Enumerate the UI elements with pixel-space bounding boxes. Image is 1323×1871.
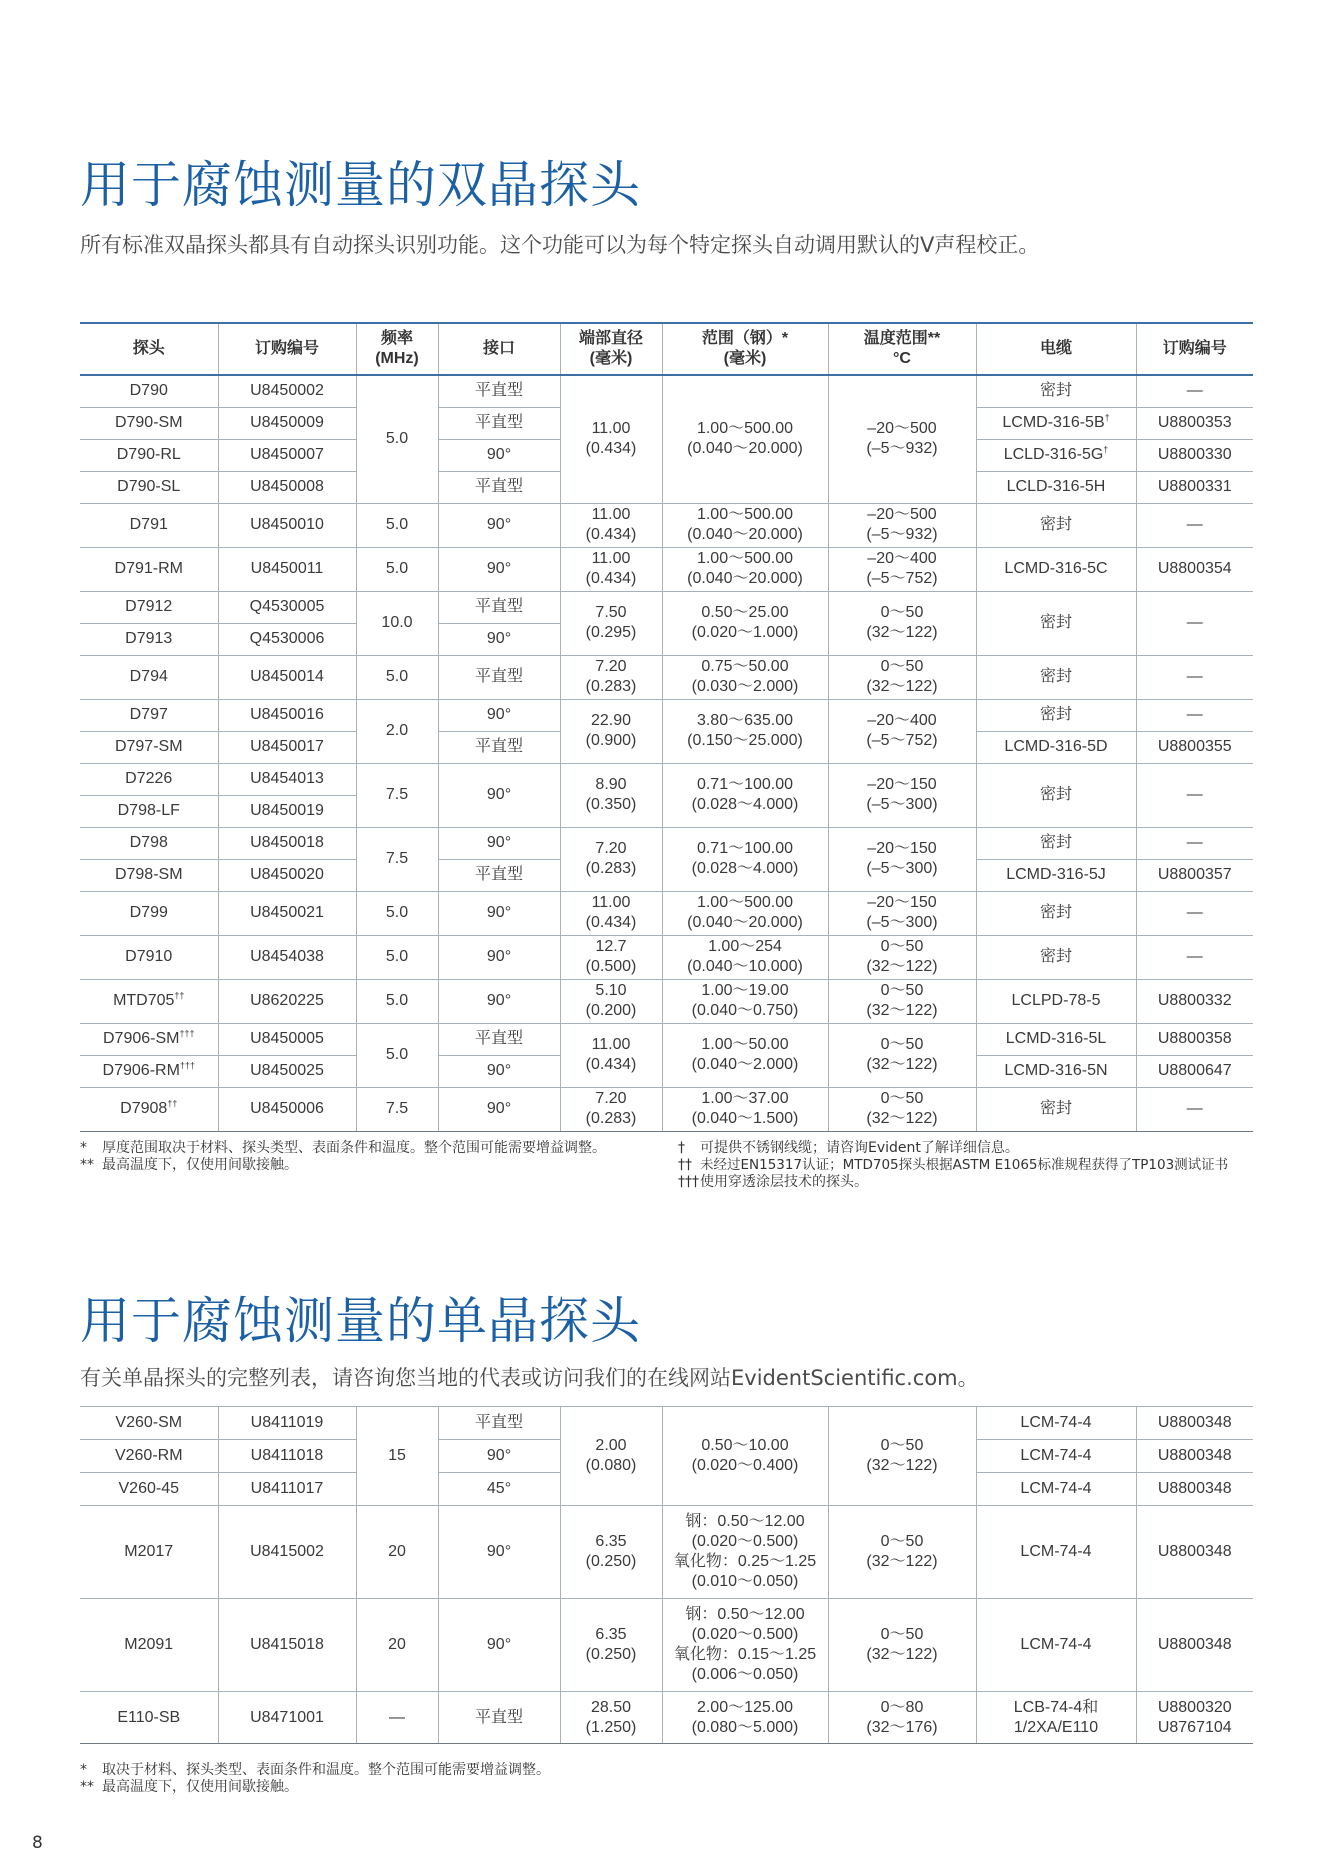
table-row (80, 375, 1253, 407)
cell-freq: 5.0 (356, 375, 438, 503)
cell-order: U8450010 (218, 503, 356, 547)
section2-lead: 有关单晶探头的完整列表，请咨询您当地的代表或访问我们的在线网站EvidentScientific.com。 (80, 1366, 979, 1390)
cell-temp: –20～500 (–5～932) (828, 503, 976, 547)
table-row (80, 1023, 1253, 1055)
cell-cable-order: — (1136, 591, 1253, 655)
cell-connector: 90° (438, 1506, 560, 1599)
table-row (80, 547, 1253, 591)
cell-cable-order: — (1136, 891, 1253, 935)
cell-connector: 平直型 (438, 731, 560, 763)
cell-freq: 5.0 (356, 1023, 438, 1087)
cell-cable: 密封 (976, 891, 1136, 935)
cell-temp: 0～50 (32～122) (828, 1023, 976, 1087)
cell-connector: 平直型 (438, 1407, 560, 1440)
cell-range: 2.00～125.00 (0.080～5.000) (662, 1692, 828, 1744)
single-probe-table (80, 1406, 1253, 1744)
cell-order: U8454013 (218, 763, 356, 795)
cell-cable-order: — (1136, 699, 1253, 731)
cell-connector: 平直型 (438, 471, 560, 503)
cell-cable-order: — (1136, 935, 1253, 979)
cell-order: U8450006 (218, 1087, 356, 1131)
header-temperature: 温度范围** °C (828, 323, 976, 375)
cell-cable-order: U8800331 (1136, 471, 1253, 503)
cell-cable-order: U8800354 (1136, 547, 1253, 591)
cell-cable: 密封 (976, 503, 1136, 547)
cell-probe: D798-SM (80, 859, 218, 891)
cell-freq: 2.0 (356, 699, 438, 763)
cell-cable-order: U8800332 (1136, 979, 1253, 1023)
cell-range: 钢：0.50～12.00 (0.020～0.500) 氧化物：0.15～1.25 (0.006～0.050) (662, 1599, 828, 1692)
cell-cable-order: U8800330 (1136, 439, 1253, 471)
cell-cable-order: U8800348 (1136, 1407, 1253, 1440)
cell-probe: E110-SB (80, 1692, 218, 1744)
table-row (80, 827, 1253, 859)
table-row (80, 1599, 1253, 1692)
cell-cable: LCM-74-4 (976, 1440, 1136, 1473)
cell-freq: 20 (356, 1599, 438, 1692)
cell-connector: 平直型 (438, 655, 560, 699)
cell-cable-order: — (1136, 655, 1253, 699)
cell-tip: 11.00 (0.434) (560, 375, 662, 503)
cell-probe: D797 (80, 699, 218, 731)
header-range: 范围（钢）* (毫米) (662, 323, 828, 375)
cell-cable-order: U8800355 (1136, 731, 1253, 763)
cell-probe: D7906-SM††† (80, 1023, 218, 1055)
footnote: ** 最高温度下，仅使用间歇接触。 (80, 1157, 298, 1173)
cell-probe: D798-LF (80, 795, 218, 827)
cell-range: 1.00～500.00 (0.040～20.000) (662, 375, 828, 503)
cell-order: U8450018 (218, 827, 356, 859)
footnote: † 可提供不锈钢线缆；请咨询Evident了解详细信息。 (678, 1140, 1019, 1156)
cell-freq: 15 (356, 1407, 438, 1506)
cell-cable: LCMD-316-5L (976, 1023, 1136, 1055)
table-row (80, 935, 1253, 979)
cell-connector: 90° (438, 439, 560, 471)
cell-connector: 90° (438, 935, 560, 979)
cell-probe: D790-SL (80, 471, 218, 503)
cell-range: 0.50～10.00 (0.020～0.400) (662, 1407, 828, 1506)
cell-tip: 7.20 (0.283) (560, 1087, 662, 1131)
cell-cable-order: U8800357 (1136, 859, 1253, 891)
cell-cable: 密封 (976, 1087, 1136, 1131)
cell-cable: LCMD-316-5J (976, 859, 1136, 891)
table-row (80, 1407, 1253, 1440)
header-connector: 接口 (438, 323, 560, 375)
cell-cable: 密封 (976, 699, 1136, 731)
cell-tip: 7.20 (0.283) (560, 655, 662, 699)
cell-freq: 10.0 (356, 591, 438, 655)
cell-connector: 90° (438, 623, 560, 655)
cell-order: Q4530005 (218, 591, 356, 623)
cell-order: Q4530006 (218, 623, 356, 655)
cell-connector: 平直型 (438, 859, 560, 891)
cell-cable-order: U8800348 (1136, 1440, 1253, 1473)
cell-connector: 平直型 (438, 1023, 560, 1055)
cell-tip: 5.10 (0.200) (560, 979, 662, 1023)
cell-cable: LCLPD-78-5 (976, 979, 1136, 1023)
cell-order: U8450005 (218, 1023, 356, 1055)
cell-order: U8450002 (218, 375, 356, 407)
footnote: * 取决于材料、探头类型、表面条件和温度。整个范围可能需要增益调整。 (80, 1762, 550, 1778)
cell-probe: D791-RM (80, 547, 218, 591)
cell-temp: 0～50 (32～122) (828, 935, 976, 979)
section1-footnotes-right (678, 1140, 1258, 1191)
cell-probe: V260-RM (80, 1440, 218, 1473)
header-probe: 探头 (80, 323, 218, 375)
cell-freq: 5.0 (356, 979, 438, 1023)
cell-connector: 90° (438, 1599, 560, 1692)
cell-probe: D794 (80, 655, 218, 699)
cell-probe: MTD705†† (80, 979, 218, 1023)
cell-range: 1.00～254 (0.040～10.000) (662, 935, 828, 979)
cell-tip: 7.50 (0.295) (560, 591, 662, 655)
cell-range: 1.00～37.00 (0.040～1.500) (662, 1087, 828, 1131)
cell-connector: 90° (438, 699, 560, 731)
cell-connector: 平直型 (438, 591, 560, 623)
header-order-no: 订购编号 (218, 323, 356, 375)
cell-range: 0.71～100.00 (0.028～4.000) (662, 827, 828, 891)
cell-probe: V260-45 (80, 1473, 218, 1506)
page-number: 8 (32, 1833, 43, 1853)
cell-connector: 90° (438, 979, 560, 1023)
section1-lead: 所有标准双晶探头都具有自动探头识别功能。这个功能可以为每个特定探头自动调用默认的V声程校正。 (80, 233, 1040, 257)
cell-probe: M2017 (80, 1506, 218, 1599)
cell-cable-order: U8800320 U8767104 (1136, 1692, 1253, 1744)
cell-order: U8450014 (218, 655, 356, 699)
cell-freq: 7.5 (356, 763, 438, 827)
cell-cable: LCMD-316-5C (976, 547, 1136, 591)
cell-range: 钢：0.50～12.00 (0.020～0.500) 氧化物：0.25～1.25 (0.010～0.050) (662, 1506, 828, 1599)
cell-cable-order: — (1136, 1087, 1253, 1131)
cell-tip: 11.00 (0.434) (560, 547, 662, 591)
table-row (80, 503, 1253, 547)
cell-connector: 90° (438, 827, 560, 859)
table-row (80, 1087, 1253, 1131)
cell-connector: 45° (438, 1473, 560, 1506)
cell-temp: –20～150 (–5～300) (828, 891, 976, 935)
cell-connector: 90° (438, 1087, 560, 1131)
cell-cable: LCB-74-4和 1/2XA/E110 (976, 1692, 1136, 1744)
cell-range: 0.71～100.00 (0.028～4.000) (662, 763, 828, 827)
cell-tip: 6.35 (0.250) (560, 1506, 662, 1599)
cell-order: U8450025 (218, 1055, 356, 1087)
cell-order: U8450007 (218, 439, 356, 471)
cell-order: U8450020 (218, 859, 356, 891)
table-header-row (80, 323, 1253, 375)
cell-cable: 密封 (976, 763, 1136, 827)
table-row (80, 699, 1253, 731)
footnote: ** 最高温度下，仅使用间歇接触。 (80, 1779, 298, 1795)
cell-tip: 11.00 (0.434) (560, 1023, 662, 1087)
table-row (80, 1692, 1253, 1744)
cell-order: U8450017 (218, 731, 356, 763)
cell-cable: LCM-74-4 (976, 1599, 1136, 1692)
cell-cable: 密封 (976, 655, 1136, 699)
cell-freq: 7.5 (356, 1087, 438, 1131)
cell-cable: LCLD-316-5H (976, 471, 1136, 503)
cell-cable-order: U8800348 (1136, 1599, 1253, 1692)
section1-footnotes-left (80, 1140, 670, 1174)
cell-probe: D7226 (80, 763, 218, 795)
cell-tip: 22.90 (0.900) (560, 699, 662, 763)
table-row (80, 979, 1253, 1023)
cell-cable: 密封 (976, 827, 1136, 859)
cell-connector: 90° (438, 1440, 560, 1473)
cell-order: U8620225 (218, 979, 356, 1023)
section2-footnotes (80, 1762, 780, 1796)
cell-tip: 7.20 (0.283) (560, 827, 662, 891)
cell-freq: 5.0 (356, 891, 438, 935)
cell-probe: D7913 (80, 623, 218, 655)
cell-tip: 12.7 (0.500) (560, 935, 662, 979)
cell-order: U8450008 (218, 471, 356, 503)
cell-probe: D7912 (80, 591, 218, 623)
cell-connector: 平直型 (438, 1692, 560, 1744)
cell-cable: 密封 (976, 375, 1136, 407)
header-tip-diameter: 端部直径 (毫米) (560, 323, 662, 375)
dual-probe-table (80, 322, 1253, 1132)
cell-tip: 11.00 (0.434) (560, 503, 662, 547)
section1-title: 用于腐蚀测量的双晶探头 (80, 156, 641, 214)
cell-cable-order: — (1136, 503, 1253, 547)
cell-probe: D7906-RM††† (80, 1055, 218, 1087)
cell-cable: 密封 (976, 935, 1136, 979)
cell-cable: LCM-74-4 (976, 1506, 1136, 1599)
cell-range: 1.00～50.00 (0.040～2.000) (662, 1023, 828, 1087)
cell-order: U8450016 (218, 699, 356, 731)
cell-probe: D7910 (80, 935, 218, 979)
cell-temp: –20～500 (–5～932) (828, 375, 976, 503)
cell-cable-order: U8800348 (1136, 1473, 1253, 1506)
cell-cable-order: — (1136, 375, 1253, 407)
cell-cable: LCMD-316-5B† (976, 407, 1136, 439)
cell-range: 1.00～500.00 (0.040～20.000) (662, 503, 828, 547)
cell-probe: D799 (80, 891, 218, 935)
cell-order: U8450011 (218, 547, 356, 591)
cell-cable-order: — (1136, 763, 1253, 827)
cell-cable: LCM-74-4 (976, 1407, 1136, 1440)
footnote: * 厚度范围取决于材料、探头类型、表面条件和温度。整个范围可能需要增益调整。 (80, 1140, 606, 1156)
section2-title: 用于腐蚀测量的单晶探头 (80, 1292, 641, 1350)
cell-temp: 0～80 (32～176) (828, 1692, 976, 1744)
cell-probe: D790-RL (80, 439, 218, 471)
cell-cable-order: U8800358 (1136, 1023, 1253, 1055)
footnote: †††使用穿透涂层技术的探头。 (678, 1174, 868, 1190)
cell-cable-order: U8800353 (1136, 407, 1253, 439)
cell-tip: 2.00 (0.080) (560, 1407, 662, 1506)
cell-freq: 5.0 (356, 655, 438, 699)
cell-temp: 0～50 (32～122) (828, 1599, 976, 1692)
cell-tip: 6.35 (0.250) (560, 1599, 662, 1692)
cell-order: U8454038 (218, 935, 356, 979)
cell-connector: 90° (438, 763, 560, 827)
cell-temp: 0～50 (32～122) (828, 979, 976, 1023)
cell-range: 0.50～25.00 (0.020～1.000) (662, 591, 828, 655)
cell-temp: –20～150 (–5～300) (828, 827, 976, 891)
cell-connector: 90° (438, 1055, 560, 1087)
cell-range: 1.00～19.00 (0.040～0.750) (662, 979, 828, 1023)
cell-temp: –20～400 (–5～752) (828, 547, 976, 591)
cell-probe: M2091 (80, 1599, 218, 1692)
cell-order: U8450009 (218, 407, 356, 439)
cell-connector: 平直型 (438, 375, 560, 407)
table-row (80, 763, 1253, 795)
cell-probe: D798 (80, 827, 218, 859)
cell-probe: D790-SM (80, 407, 218, 439)
cell-temp: 0～50 (32～122) (828, 1407, 976, 1506)
cell-probe: V260-SM (80, 1407, 218, 1440)
header-frequency: 频率 (MHz) (356, 323, 438, 375)
cell-cable: LCMD-316-5N (976, 1055, 1136, 1087)
cell-probe: D790 (80, 375, 218, 407)
cell-probe: D7908†† (80, 1087, 218, 1131)
cell-temp: –20～400 (–5～752) (828, 699, 976, 763)
header-cable-order-no: 订购编号 (1136, 323, 1253, 375)
table-row (80, 591, 1253, 623)
cell-connector: 平直型 (438, 407, 560, 439)
cell-range: 1.00～500.00 (0.040～20.000) (662, 547, 828, 591)
footnote: †† 未经过EN15317认证；MTD705探头根据ASTM E1065标准规程获得了TP103测试证书 (678, 1157, 1229, 1173)
cell-tip: 11.00 (0.434) (560, 891, 662, 935)
cell-probe: D791 (80, 503, 218, 547)
cell-tip: 28.50 (1.250) (560, 1692, 662, 1744)
cell-cable: LCLD-316-5G† (976, 439, 1136, 471)
cell-order: U8415002 (218, 1506, 356, 1599)
cell-freq: 5.0 (356, 503, 438, 547)
cell-cable-order: U8800348 (1136, 1506, 1253, 1599)
cell-order: U8415018 (218, 1599, 356, 1692)
cell-temp: 0～50 (32～122) (828, 1087, 976, 1131)
cell-probe: D797-SM (80, 731, 218, 763)
cell-connector: 90° (438, 547, 560, 591)
cell-order: U8450021 (218, 891, 356, 935)
table-row (80, 891, 1253, 935)
cell-freq: 5.0 (356, 547, 438, 591)
cell-cable-order: U8800647 (1136, 1055, 1253, 1087)
cell-order: U8411017 (218, 1473, 356, 1506)
cell-cable-order: — (1136, 827, 1253, 859)
cell-range: 1.00～500.00 (0.040～20.000) (662, 891, 828, 935)
header-cable: 电缆 (976, 323, 1136, 375)
cell-freq: 7.5 (356, 827, 438, 891)
cell-temp: 0～50 (32～122) (828, 1506, 976, 1599)
cell-order: U8411018 (218, 1440, 356, 1473)
cell-range: 0.75～50.00 (0.030～2.000) (662, 655, 828, 699)
cell-cable: 密封 (976, 591, 1136, 655)
cell-connector: 90° (438, 891, 560, 935)
table-row (80, 655, 1253, 699)
cell-freq: 5.0 (356, 935, 438, 979)
table-row (80, 1506, 1253, 1599)
cell-cable: LCMD-316-5D (976, 731, 1136, 763)
cell-cable: LCM-74-4 (976, 1473, 1136, 1506)
cell-tip: 8.90 (0.350) (560, 763, 662, 827)
cell-order: U8471001 (218, 1692, 356, 1744)
cell-freq: 20 (356, 1506, 438, 1599)
cell-order: U8450019 (218, 795, 356, 827)
cell-temp: 0～50 (32～122) (828, 591, 976, 655)
cell-order: U8411019 (218, 1407, 356, 1440)
cell-range: 3.80～635.00 (0.150～25.000) (662, 699, 828, 763)
cell-temp: –20～150 (–5～300) (828, 763, 976, 827)
cell-connector: 90° (438, 503, 560, 547)
cell-freq: — (356, 1692, 438, 1744)
cell-temp: 0～50 (32～122) (828, 655, 976, 699)
